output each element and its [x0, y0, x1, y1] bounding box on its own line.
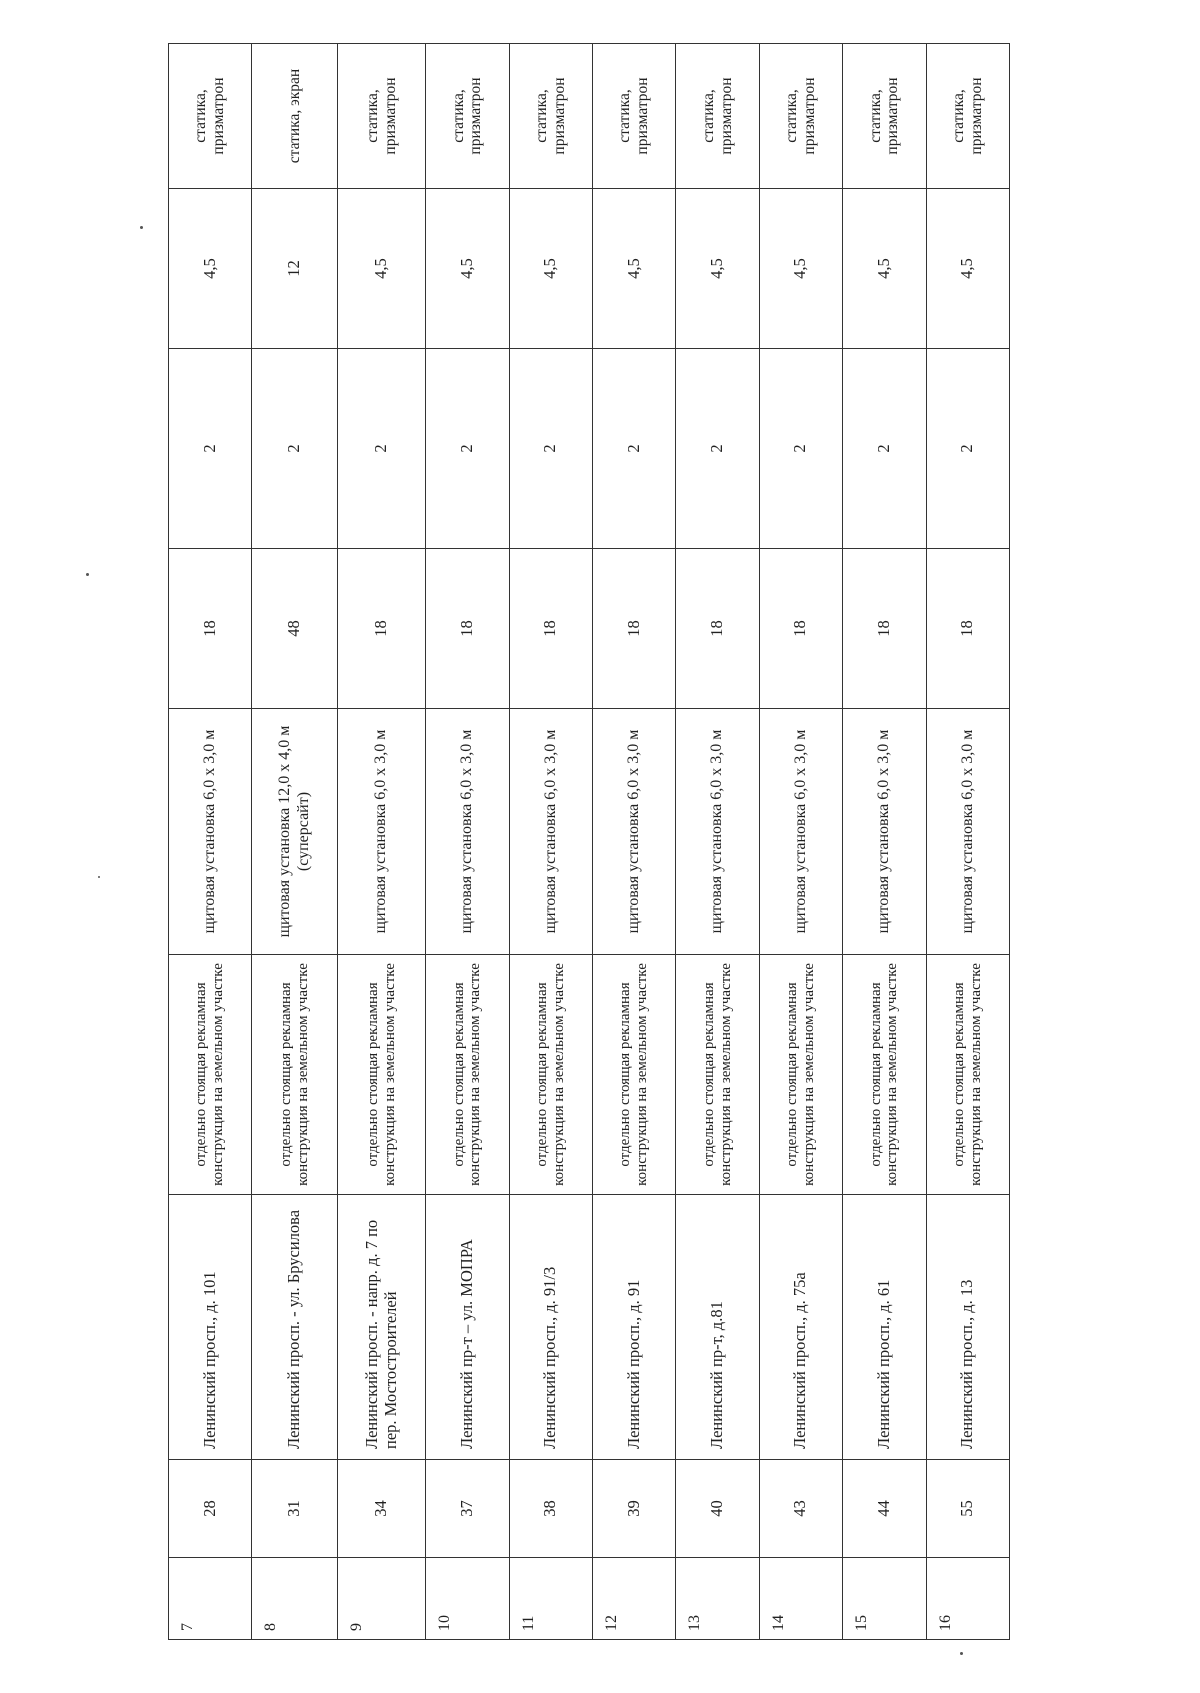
table-row — [676, 44, 759, 1640]
height-cell: 12 — [252, 189, 338, 349]
advertising-structures-table — [168, 43, 1010, 1640]
scan-speck — [140, 226, 143, 229]
structure-kind-cell: щитовая установка 6,0 х 3,0 м — [169, 709, 252, 955]
area-cell: 18 — [843, 549, 926, 709]
sides-cell: 2 — [926, 349, 1010, 549]
address-cell: Ленинский просп., д. 61 — [843, 1195, 926, 1460]
structure-kind-cell: щитовая установка 12,0 х 4,0 м (суперсайт) — [252, 709, 338, 955]
technology-cell: статика, призматрон — [338, 44, 426, 189]
row-number-cell: 11 — [509, 1558, 592, 1640]
row-number-cell: 10 — [426, 1558, 509, 1640]
structure-type-cell: отдельно стоящая рекламная конструкция на земельном участке — [759, 955, 842, 1195]
scan-speck — [98, 876, 100, 878]
height-cell: 4,5 — [169, 189, 252, 349]
table-body — [169, 44, 1010, 1640]
address-cell: Ленинский просп. - ул. Брусилова — [252, 1195, 338, 1460]
table-row — [252, 44, 338, 1640]
address-cell: Ленинский просп. - напр. д. 7 по пер. Мостостроителей — [338, 1195, 426, 1460]
structure-id-cell: 55 — [926, 1460, 1010, 1558]
structure-type-cell: отдельно стоящая рекламная конструкция на земельном участке — [676, 955, 759, 1195]
height-cell: 4,5 — [759, 189, 842, 349]
structure-type-cell: отдельно стоящая рекламная конструкция на земельном участке — [593, 955, 676, 1195]
row-number-cell: 9 — [338, 1558, 426, 1640]
structure-type-cell: отдельно стоящая рекламная конструкция на земельном участке — [426, 955, 509, 1195]
structure-id-cell: 43 — [759, 1460, 842, 1558]
sides-cell: 2 — [593, 349, 676, 549]
table-row — [338, 44, 426, 1640]
height-cell: 4,5 — [593, 189, 676, 349]
sides-cell: 2 — [676, 349, 759, 549]
height-cell: 4,5 — [843, 189, 926, 349]
address-cell: Ленинский просп., д. 75а — [759, 1195, 842, 1460]
row-number-cell: 15 — [843, 1558, 926, 1640]
sides-cell: 2 — [759, 349, 842, 549]
area-cell: 18 — [509, 549, 592, 709]
address-cell: Ленинский просп., д. 91/3 — [509, 1195, 592, 1460]
row-number-cell: 16 — [926, 1558, 1010, 1640]
row-number-cell: 8 — [252, 1558, 338, 1640]
height-cell: 4,5 — [676, 189, 759, 349]
area-cell: 18 — [759, 549, 842, 709]
row-number-cell: 13 — [676, 1558, 759, 1640]
address-cell: Ленинский пр-т – ул. МОПРА — [426, 1195, 509, 1460]
structure-type-cell: отдельно стоящая рекламная конструкция на земельном участке — [252, 955, 338, 1195]
technology-cell: статика, призматрон — [926, 44, 1010, 189]
structure-id-cell: 31 — [252, 1460, 338, 1558]
structure-id-cell: 38 — [509, 1460, 592, 1558]
technology-cell: статика, призматрон — [426, 44, 509, 189]
sides-cell: 2 — [509, 349, 592, 549]
structure-kind-cell: щитовая установка 6,0 х 3,0 м — [509, 709, 592, 955]
structure-id-cell: 37 — [426, 1460, 509, 1558]
table-row — [843, 44, 926, 1640]
technology-cell: статика, призматрон — [843, 44, 926, 189]
row-number-cell: 14 — [759, 1558, 842, 1640]
structure-type-cell: отдельно стоящая рекламная конструкция на земельном участке — [926, 955, 1010, 1195]
sides-cell: 2 — [426, 349, 509, 549]
sides-cell: 2 — [252, 349, 338, 549]
structure-type-cell: отдельно стоящая рекламная конструкция на земельном участке — [843, 955, 926, 1195]
structure-kind-cell: щитовая установка 6,0 х 3,0 м — [843, 709, 926, 955]
height-cell: 4,5 — [509, 189, 592, 349]
structure-kind-cell: щитовая установка 6,0 х 3,0 м — [593, 709, 676, 955]
address-cell: Ленинский просп., д. 13 — [926, 1195, 1010, 1460]
height-cell: 4,5 — [338, 189, 426, 349]
sides-cell: 2 — [338, 349, 426, 549]
area-cell: 18 — [338, 549, 426, 709]
address-cell: Ленинский просп., д. 101 — [169, 1195, 252, 1460]
table-row — [426, 44, 509, 1640]
area-cell: 18 — [593, 549, 676, 709]
sides-cell: 2 — [169, 349, 252, 549]
structure-id-cell: 40 — [676, 1460, 759, 1558]
table-row — [169, 44, 252, 1640]
table-row — [593, 44, 676, 1640]
row-number-cell: 7 — [169, 1558, 252, 1640]
technology-cell: статика, призматрон — [593, 44, 676, 189]
structure-id-cell: 34 — [338, 1460, 426, 1558]
area-cell: 18 — [169, 549, 252, 709]
area-cell: 18 — [676, 549, 759, 709]
structure-id-cell: 39 — [593, 1460, 676, 1558]
scan-speck — [86, 573, 89, 576]
table-row — [509, 44, 592, 1640]
technology-cell: статика, призматрон — [509, 44, 592, 189]
area-cell: 18 — [426, 549, 509, 709]
structure-type-cell: отдельно стоящая рекламная конструкция на земельном участке — [509, 955, 592, 1195]
table-row — [926, 44, 1010, 1640]
structure-kind-cell: щитовая установка 6,0 х 3,0 м — [759, 709, 842, 955]
structure-kind-cell: щитовая установка 6,0 х 3,0 м — [338, 709, 426, 955]
row-number-cell: 12 — [593, 1558, 676, 1640]
sides-cell: 2 — [843, 349, 926, 549]
structure-kind-cell: щитовая установка 6,0 х 3,0 м — [676, 709, 759, 955]
structure-id-cell: 28 — [169, 1460, 252, 1558]
address-cell: Ленинский просп., д. 91 — [593, 1195, 676, 1460]
area-cell: 18 — [926, 549, 1010, 709]
rotated-table-wrapper — [168, 44, 1010, 1640]
structure-kind-cell: щитовая установка 6,0 х 3,0 м — [426, 709, 509, 955]
technology-cell: статика, призматрон — [169, 44, 252, 189]
area-cell: 48 — [252, 549, 338, 709]
structure-id-cell: 44 — [843, 1460, 926, 1558]
technology-cell: статика, призматрон — [676, 44, 759, 189]
structure-kind-cell: щитовая установка 6,0 х 3,0 м — [926, 709, 1010, 955]
technology-cell: статика, призматрон — [759, 44, 842, 189]
address-cell: Ленинский пр-т, д.81 — [676, 1195, 759, 1460]
table-row — [759, 44, 842, 1640]
technology-cell: статика, экран — [252, 44, 338, 189]
scan-speck — [960, 1652, 963, 1655]
height-cell: 4,5 — [426, 189, 509, 349]
height-cell: 4,5 — [926, 189, 1010, 349]
structure-type-cell: отдельно стоящая рекламная конструкция на земельном участке — [338, 955, 426, 1195]
structure-type-cell: отдельно стоящая рекламная конструкция на земельном участке — [169, 955, 252, 1195]
